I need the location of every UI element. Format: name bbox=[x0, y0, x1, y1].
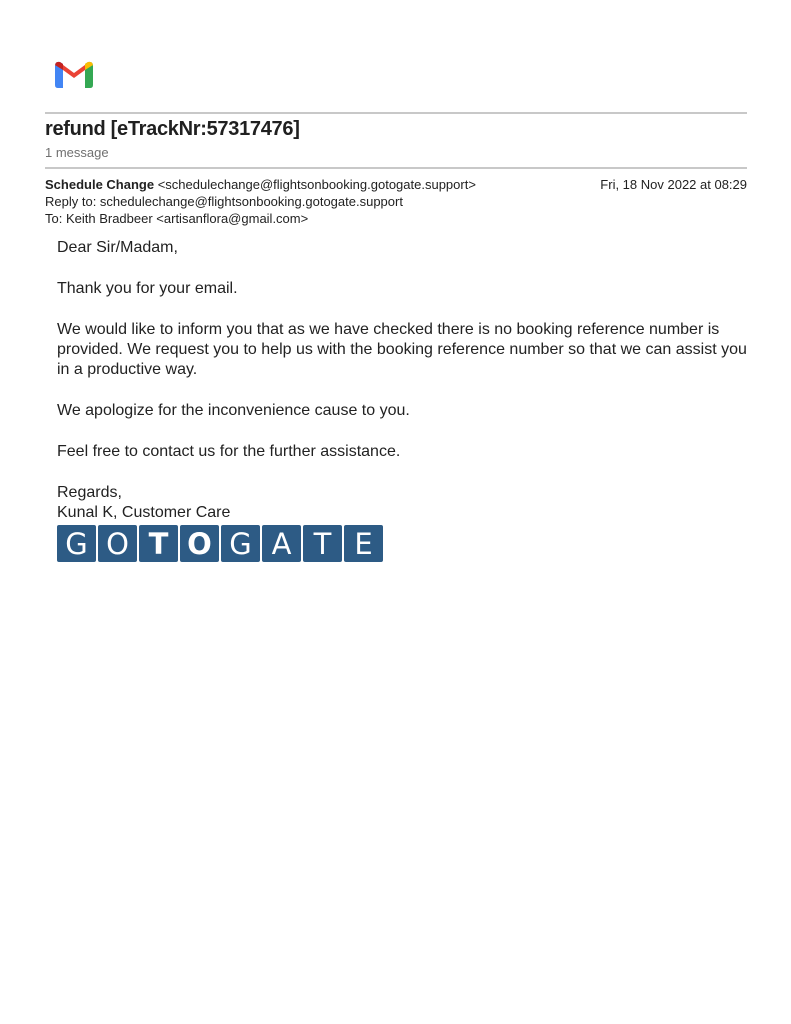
logo-letter-tile: A bbox=[262, 525, 301, 562]
logo-letter-tile: G bbox=[221, 525, 260, 562]
gmail-logo-icon bbox=[53, 58, 95, 88]
logo-letter-tile: G bbox=[57, 525, 96, 562]
recipient-line: To: Keith Bradbeer <artisanflora@gmail.com> bbox=[45, 211, 309, 226]
body-paragraph-3: We apologize for the inconvenience cause to you. bbox=[57, 402, 410, 419]
logo-letter-tile: O bbox=[180, 525, 219, 562]
gotogate-logo bbox=[57, 525, 383, 562]
header-divider bbox=[45, 112, 747, 114]
email-subject: refund [eTrackNr:57317476] bbox=[45, 118, 300, 140]
body-paragraph-1: Thank you for your email. bbox=[57, 280, 238, 297]
subject-divider bbox=[45, 167, 747, 169]
message-date: Fri, 18 Nov 2022 at 08:29 bbox=[600, 177, 747, 192]
logo-letter-tile: T bbox=[303, 525, 342, 562]
body-paragraph-2: We would like to inform you that as we have checked there is no booking reference number is provided. We request you to help us with the booking reference number so that we can assist you in a productive way. bbox=[57, 321, 747, 378]
message-count: 1 message bbox=[45, 145, 109, 160]
sender-email[interactable]: <schedulechange@flightsonbooking.gotogate.support> bbox=[157, 177, 476, 192]
body-paragraph-4: Feel free to contact us for the further assistance. bbox=[57, 443, 401, 460]
logo-letter-tile: E bbox=[344, 525, 383, 562]
logo-letter-tile: O bbox=[98, 525, 137, 562]
greeting: Dear Sir/Madam, bbox=[57, 239, 178, 256]
sender-name: Schedule Change bbox=[45, 177, 155, 192]
email-body bbox=[57, 238, 747, 523]
signature-name: Kunal K, Customer Care bbox=[57, 504, 231, 521]
reply-to-line: Reply to: schedulechange@flightsonbooking.gotogate.support bbox=[45, 194, 403, 209]
logo-letter-tile: T bbox=[139, 525, 178, 562]
signoff: Regards, bbox=[57, 484, 122, 501]
sender-line bbox=[45, 177, 476, 192]
